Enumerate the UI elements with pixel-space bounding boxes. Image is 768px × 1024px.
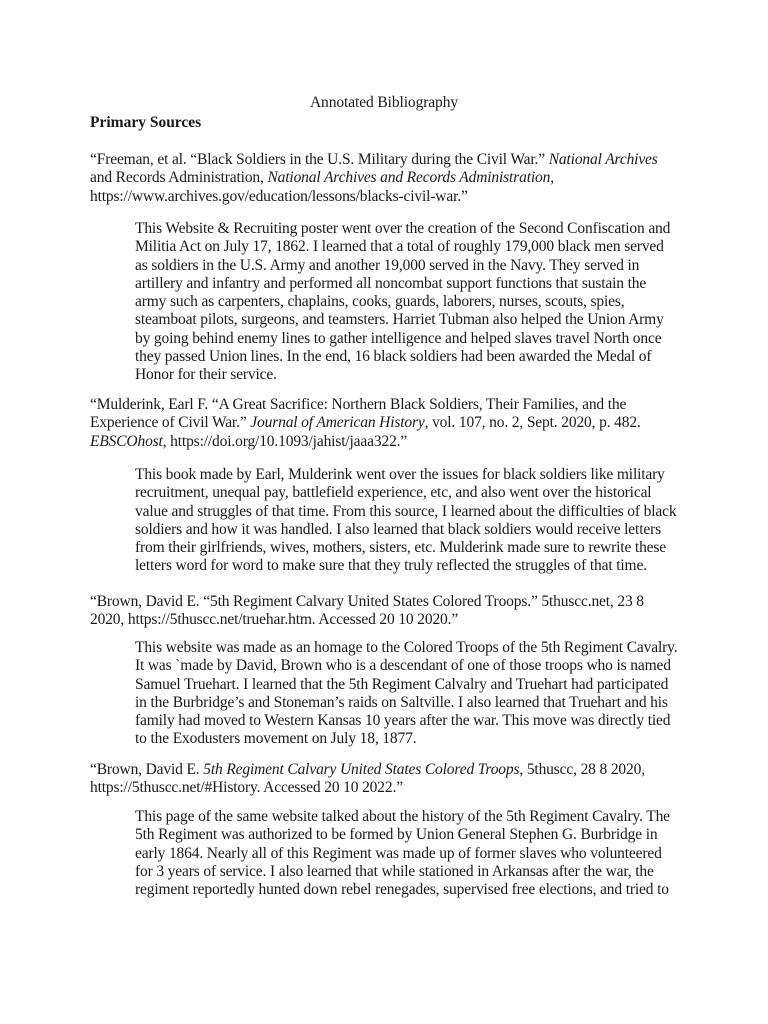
- citation-title-italic: , National Archives and Records Administration,: [260, 169, 554, 187]
- citation-text: 2020, https://5thuscc.net/truehar.htm. Accessed 20 10 2020.”: [90, 611, 459, 629]
- citation-text: https://www.archives.gov/education/lessons/blacks-civil-war.”: [90, 187, 468, 205]
- citation-line: [90, 593, 690, 611]
- citation-title-italic: National Archives: [548, 151, 658, 168]
- annotation-paragraph: [135, 220, 695, 385]
- citation-entry: [90, 593, 690, 630]
- citation-entry: [90, 396, 690, 451]
- annotation-line: This page of the same website talked about the history of the 5th Regiment Cavalry. The: [135, 808, 670, 825]
- citation-text: “Brown, David E. “5th Regiment Calvary United States Colored Troops.” 5thuscc.net, 23 8: [90, 593, 644, 610]
- citation-text: , https://doi.org/10.1093/jahist/jaaa322.”: [162, 432, 408, 450]
- annotation-line: as soldiers in the U.S. Army and another 19,000 served in the Navy. They served in: [135, 256, 640, 274]
- citation-line: [90, 761, 690, 779]
- citation-text: “Mulderink, Earl F. “A Great Sacrifice: Northern Black Soldiers, Their Families, and the: [90, 396, 627, 413]
- citation-line: [90, 611, 690, 629]
- annotation-line: value and struggles of that time. From this source, I learned about the difficulties of black: [135, 502, 677, 520]
- citation-line: [90, 414, 690, 432]
- citation-text: “Freeman, et al. “Black Soldiers in the U.S. Military during the Civil War.”: [90, 151, 549, 168]
- citation-text: “Brown, David E.: [90, 761, 204, 778]
- annotation-line: from their girlfriends, wives, mothers, sisters, etc. Mulderink made sure to rewrite these: [135, 539, 667, 557]
- annotation-line: artillery and infantry and performed all noncombat support functions that sustain the: [135, 274, 647, 292]
- annotation-line: family had moved to Western Kansas 10 years after the war. This move was directly tied: [135, 712, 671, 730]
- annotation-line: soldiers and how it was handled. I also learned that black soldiers would receive letters: [135, 520, 661, 538]
- citation-line: [90, 396, 690, 414]
- annotation-paragraph: [135, 808, 695, 899]
- citation-text: , 5thuscc, 28 8 2020,: [519, 761, 645, 778]
- annotation-line: for 3 years of service. I also learned that while stationed in Arkansas after the war, the: [135, 862, 654, 880]
- annotation-line: early 1864. Nearly all of this Regiment was made up of former slaves who volunteered: [135, 844, 662, 862]
- citation-line: [90, 433, 690, 451]
- annotation-line: This book made by Earl, Mulderink went over the issues for black soldiers like military: [135, 466, 665, 483]
- annotation-line: It was `made by David, Brown who is a descendant of one of those troops who is named: [135, 657, 671, 675]
- annotation-paragraph: [135, 639, 695, 749]
- annotation-line: Samuel Truehart. I learned that the 5th Regiment Calvalry and Truehart had participated: [135, 675, 669, 693]
- citation-title-italic: EBSCOhost: [90, 432, 163, 450]
- citation-title-italic: 5th Regiment Calvary United States Colored Troops: [203, 761, 520, 778]
- citation-text: , vol. 107, no. 2, Sept. 2020, p. 482.: [424, 414, 641, 432]
- annotation-paragraph: [135, 466, 695, 576]
- citation-text: https://5thuscc.net/#History. Accessed 20 10 2022.”: [90, 779, 403, 797]
- citation-entry: [90, 761, 690, 798]
- annotation-line: recruitment, unequal pay, battlefield experience, etc, and also went over the historical: [135, 484, 652, 502]
- annotation-line: Militia Act on July 17, 1862. I learned that a total of roughly 179,000 black men served: [135, 238, 664, 256]
- annotation-line: 5th Regiment was authorized to be formed by Union General Stephen G. Burbridge in: [135, 826, 658, 844]
- annotation-line: army such as carpenters, chaplains, cooks, guards, laborers, nurses, scouts, spies,: [135, 293, 625, 311]
- annotation-line: regiment reportedly hunted down rebel renegades, supervised free elections, and tried to: [135, 881, 669, 899]
- citation-entry: [90, 151, 690, 206]
- annotation-line: they passed Union lines. In the end, 16 black soldiers had been awarded the Medal of: [135, 348, 652, 366]
- annotation-line: letters word for word to make sure that they truly reflected the struggles of that time.: [135, 557, 647, 575]
- citation-text: and Records Administration: [90, 169, 261, 187]
- annotation-line: to the Exodusters movement on July 18, 1877.: [135, 730, 417, 748]
- annotation-line: by going behind enemy lines to gather intelligence and helped slaves travel North once: [135, 329, 662, 347]
- document-title: Annotated Bibliography: [309, 94, 459, 111]
- citation-line: [90, 188, 690, 206]
- citation-title-italic: Journal of American History: [250, 414, 425, 432]
- annotation-line: steamboat pilots, surgeons, and teamsters. Harriet Tubman also helped the Union Army: [135, 311, 664, 329]
- annotation-line: This Website & Recruiting poster went over the creation of the Second Confiscation and: [135, 220, 671, 237]
- citation-line: [90, 169, 690, 187]
- citation-line: [90, 779, 690, 797]
- section-heading: Primary Sources: [90, 114, 202, 131]
- citation-line: [90, 151, 690, 169]
- annotation-line: Honor for their service.: [135, 366, 277, 384]
- annotation-line: This website was made as an homage to the Colored Troops of the 5th Regiment Cavalry.: [135, 639, 678, 656]
- annotation-line: in the Burbridge’s and Stoneman’s raids on Saltville. I also learned that Truehart and his: [135, 693, 668, 711]
- citation-text: Experience of Civil War.”: [90, 414, 251, 432]
